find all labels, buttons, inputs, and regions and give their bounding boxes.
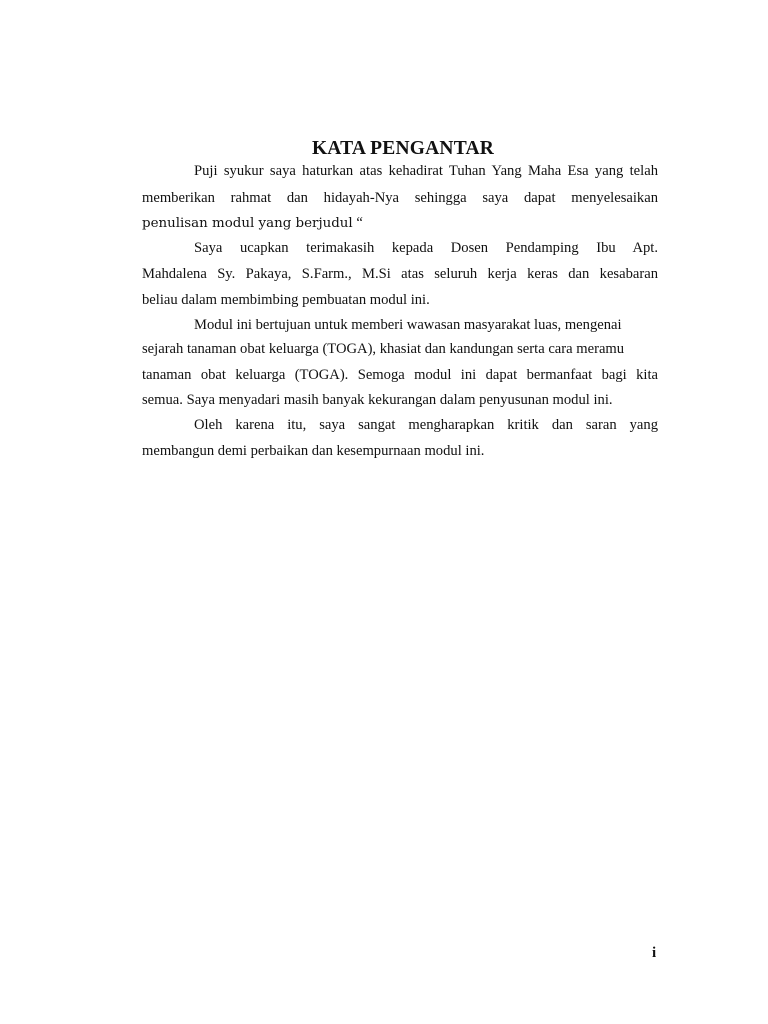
paragraph-3-line-4: semua. Saya menyadari masih banyak kekurangan dalam penyusunan modul ini. xyxy=(142,392,613,408)
paragraph-1-line-2: memberikan rahmat dan hidayah-Nya sehingga saya dapat menyelesaikan xyxy=(142,190,658,206)
page-title: KATA PENGANTAR xyxy=(311,138,495,159)
paragraph-3-line-3: tanaman obat keluarga (TOGA). Semoga modul ini dapat bermanfaat bagi kita xyxy=(142,367,658,383)
paragraph-4-line-2: membangun demi perbaikan dan kesempurnaan modul ini. xyxy=(142,443,485,459)
paragraph-1-line-3-quote: “ xyxy=(352,215,363,231)
paragraph-3-line-2: sejarah tanaman obat keluarga (TOGA), khasiat dan kandungan serta cara meramu xyxy=(142,341,625,357)
paragraph-2-line-1: Saya ucapkan terimakasih kepada Dosen Pendamping Ibu Apt. xyxy=(194,240,658,256)
paragraph-1-line-1: Puji syukur saya haturkan atas kehadirat Tuhan Yang Maha Esa yang telah xyxy=(194,163,658,179)
paragraph-2-line-2: Mahdalena Sy. Pakaya, S.Farm., M.Si atas seluruh kerja keras dan kesabaran xyxy=(142,266,658,282)
paragraph-4-line-1: Oleh karena itu, saya sangat mengharapkan kritik dan saran yang xyxy=(194,417,658,433)
paragraph-2-line-3: beliau dalam membimbing pembuatan modul ini. xyxy=(142,292,430,308)
paragraph-1-line-3 xyxy=(142,214,658,233)
paragraph-1-line-3-title-phrase: penulisan modul yang berjudul xyxy=(142,216,353,231)
paragraph-3-line-1: Modul ini bertujuan untuk memberi wawasan masyarakat luas, mengenai xyxy=(194,317,622,333)
page-number: i xyxy=(652,945,657,961)
